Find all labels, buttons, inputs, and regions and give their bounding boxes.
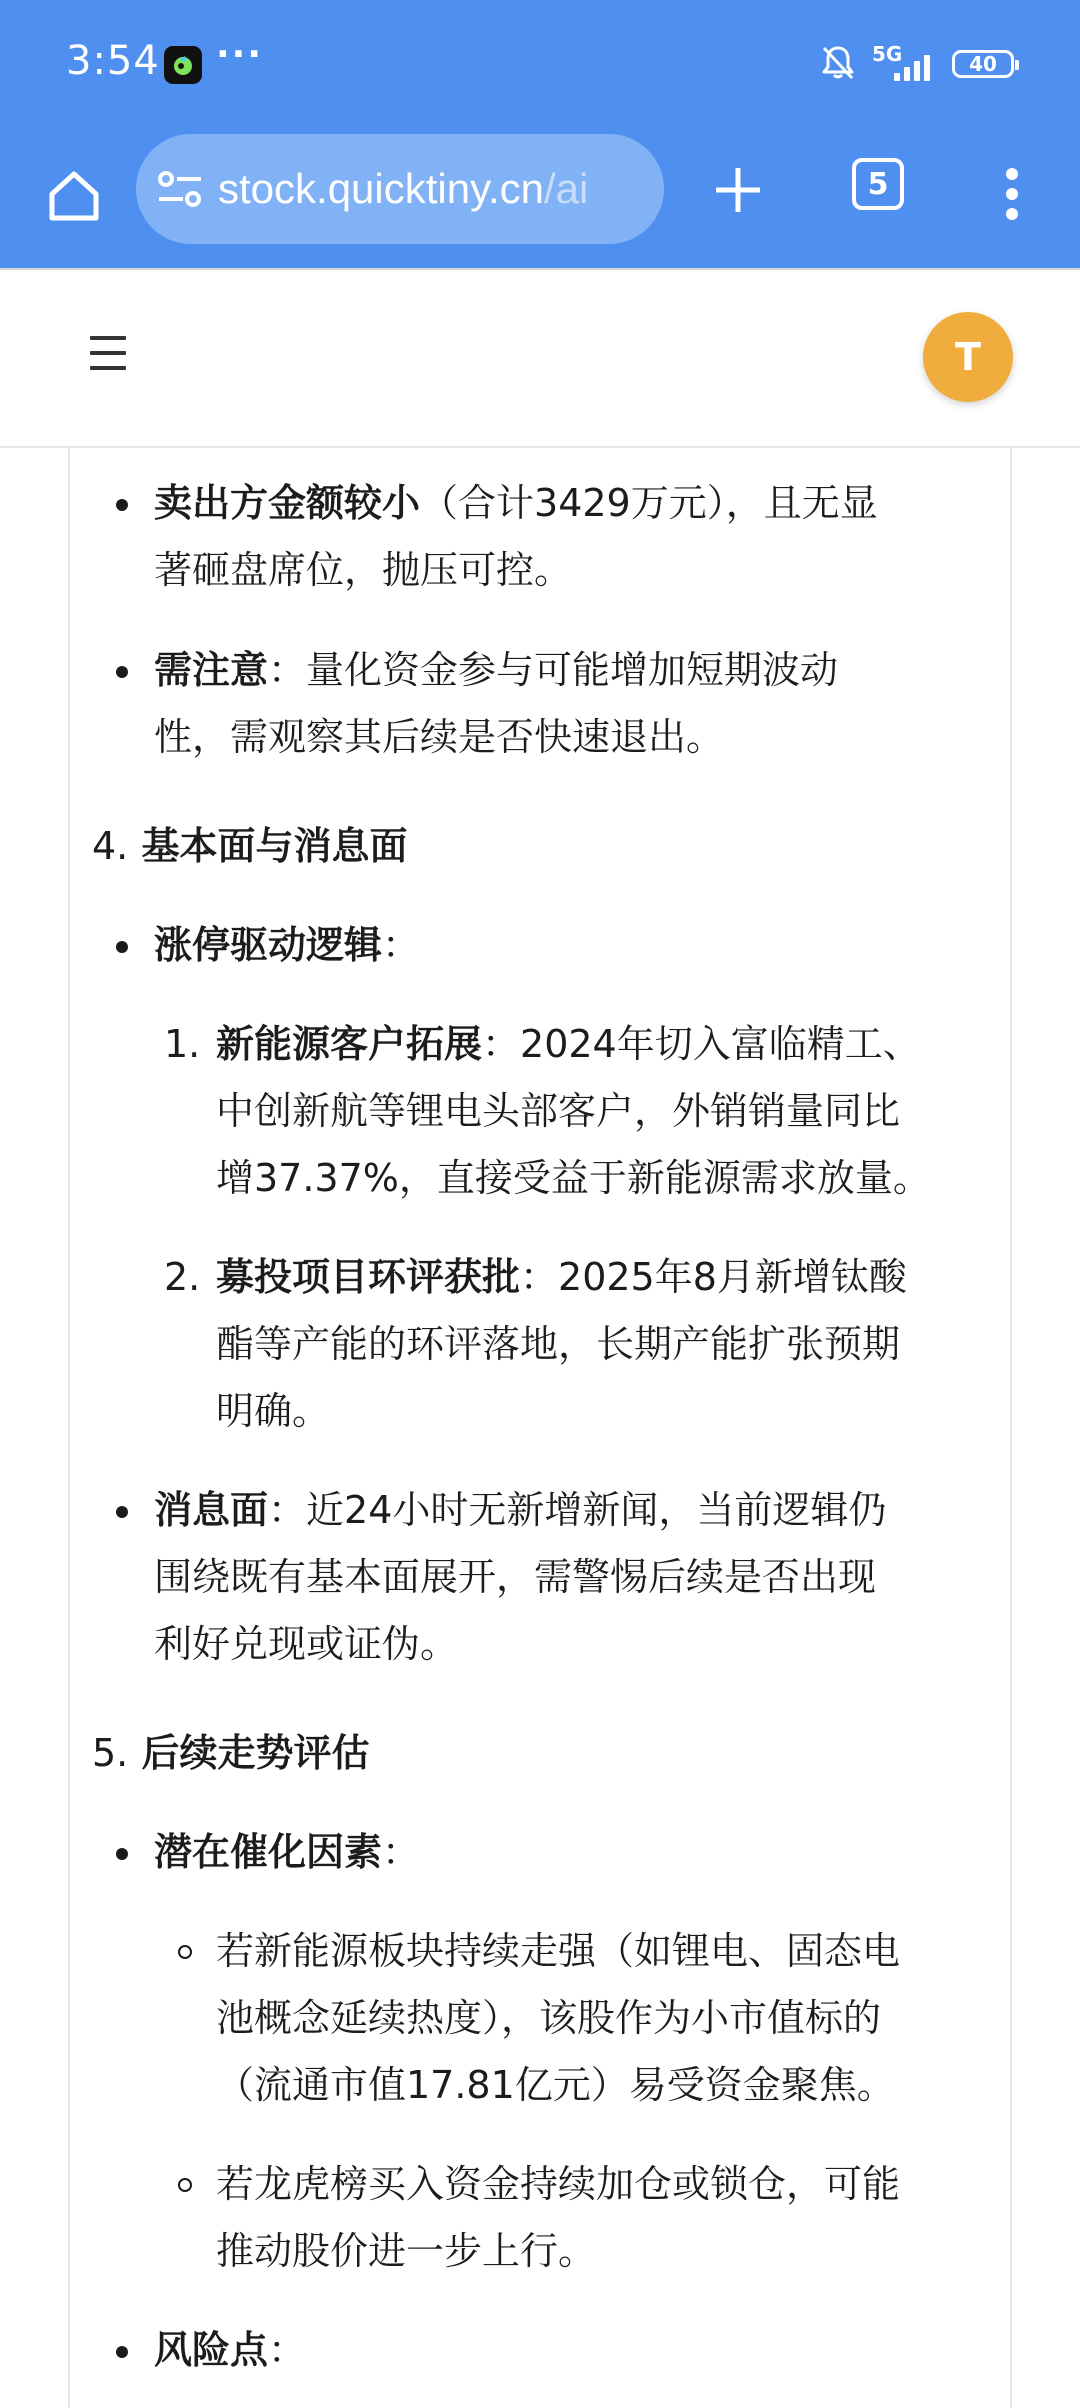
new-tab-button[interactable] (700, 152, 776, 228)
url-path: /ai (544, 165, 589, 212)
tabs-icon[interactable] (852, 158, 904, 210)
avatar[interactable] (923, 312, 1013, 402)
status-right-group (818, 40, 1014, 88)
site-settings-icon[interactable] (156, 165, 204, 213)
signal-icon (872, 41, 938, 87)
plus-icon (712, 164, 764, 216)
status-time: 3:54 (66, 38, 160, 84)
address-bar[interactable] (136, 134, 664, 244)
numbered-item: 1. 新能源客户拓展：2024年切入富临精工、 中创新航等锂电头部客户，外销销量同比 增37.37%，直接受益于新能源需求放量。 (164, 1022, 931, 1200)
list-item: 潜在催化因素： (92, 1819, 992, 1886)
avatar-initial: T (955, 335, 981, 379)
status-bar (0, 0, 1080, 128)
home-button[interactable] (36, 158, 112, 234)
list-item: 涨停驱动逻辑： (92, 912, 992, 979)
url-text[interactable] (218, 165, 588, 213)
status-more-notifications: ··· (216, 34, 264, 75)
battery-level: 40 (969, 52, 997, 76)
hamburger-menu-icon[interactable] (90, 336, 134, 380)
app-notification-icon (164, 46, 202, 84)
browser-toolbar (0, 128, 1080, 270)
section-heading: 5. 后续走势评估 (92, 1731, 370, 1775)
sub-list-item: 若新能源板块持续走强（如锂电、固态电 池概念延续热度），该股作为小市值标的 （流通市值17.81亿元）易受资金聚焦。 (92, 1918, 992, 2119)
home-icon (46, 168, 102, 224)
numbered-item: 2. 募投项目环评获批：2025年8月新增钛酸 酯等产能的环评落地，长期产能扩张预期 明确。 (164, 1255, 907, 1433)
sub-list-item: 若龙虎榜买入资金持续加仓或锁仓，可能 推动股价进一步上行。 (92, 2151, 992, 2285)
battery-icon (952, 50, 1014, 78)
section-heading: 4. 基本面与消息面 (92, 824, 408, 868)
list-item: 消息面：近24小时无新增新闻，当前逻辑仍 围绕既有基本面展开，需警惕后续是否出现 利好兑现或证伪。 (92, 1477, 992, 1678)
list-item: 卖出方金额较小（合计3429万元），且无显 著砸盘席位，抛压可控。 (92, 470, 992, 604)
page-header (0, 270, 1080, 446)
more-vert-icon[interactable] (984, 156, 1040, 232)
tab-count: 5 (867, 166, 889, 202)
mute-bell-icon (818, 42, 858, 86)
article-content (92, 470, 992, 2384)
list-item: 需注意：量化资金参与可能增加短期波动 性，需观察其后续是否快速退出。 (92, 637, 992, 771)
list-item: 风险点： (92, 2317, 992, 2384)
url-domain: stock.quicktiny.cn (218, 165, 545, 212)
network-type: 5G (872, 42, 903, 66)
